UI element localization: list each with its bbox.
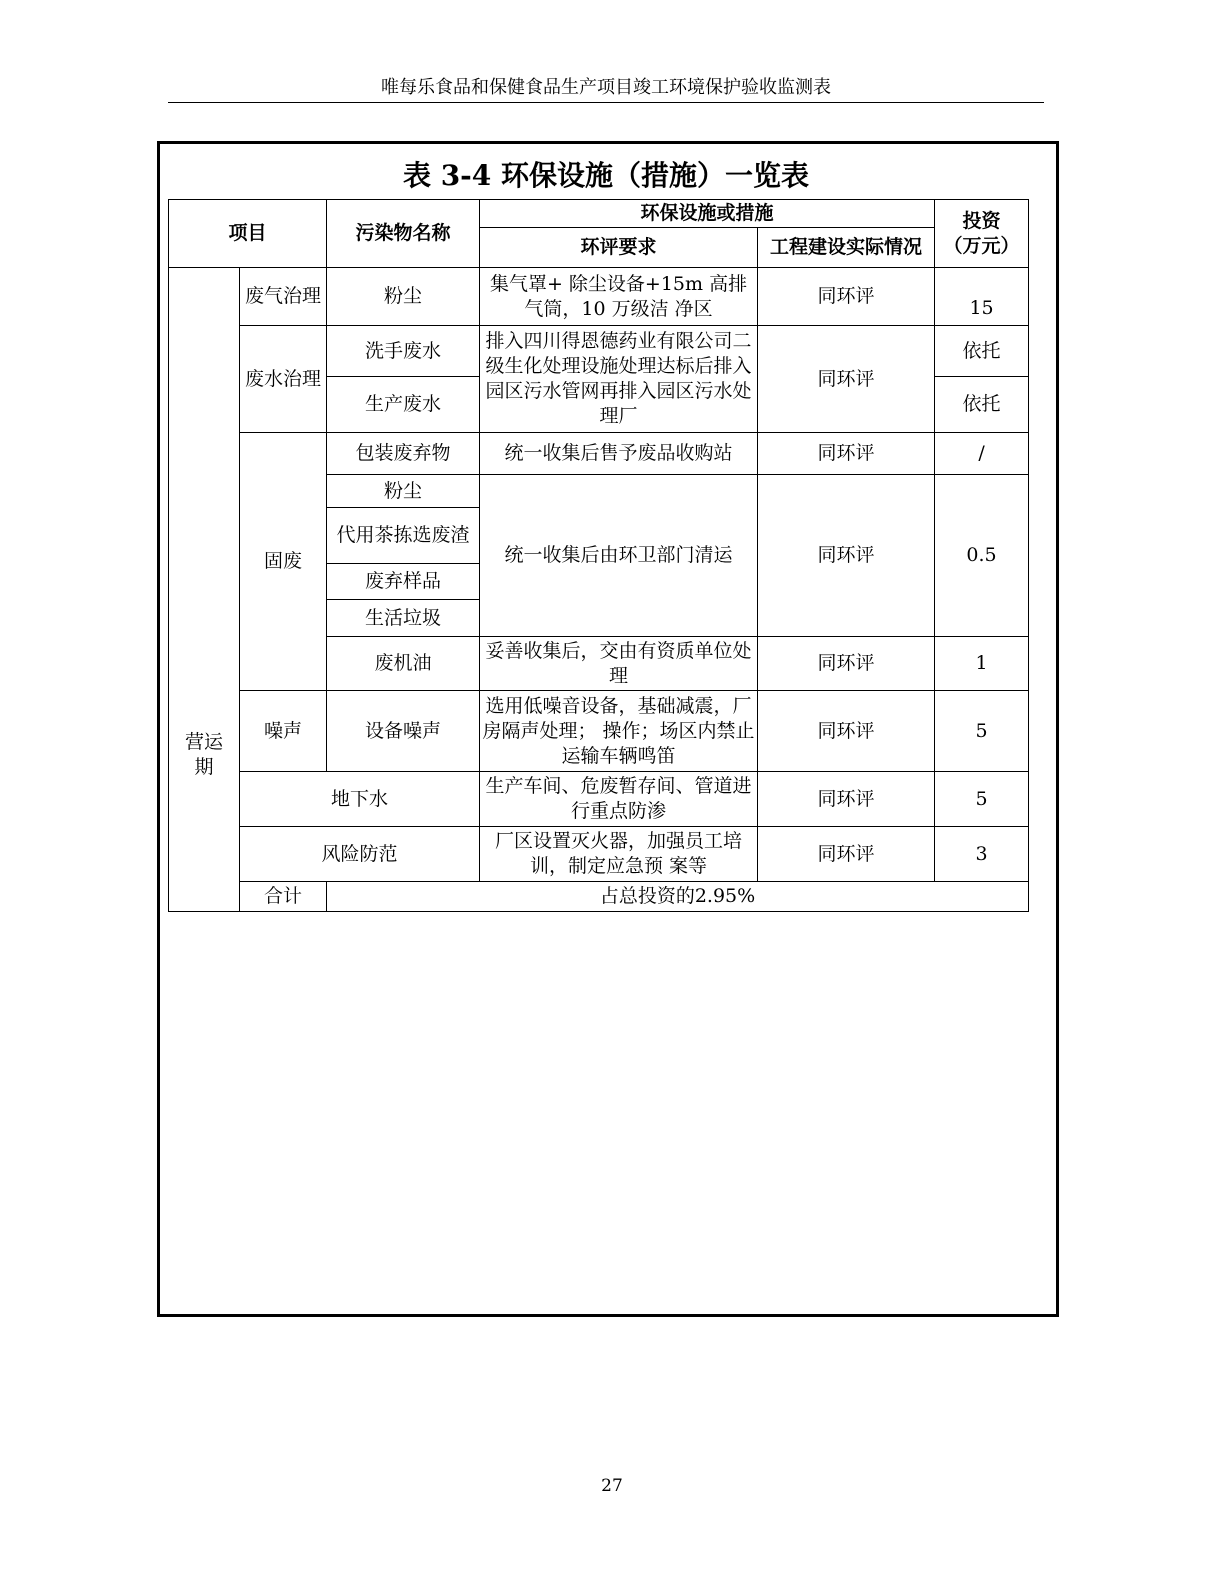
actual-groundwater: 同环评 [758, 772, 935, 827]
category-noise: 噪声 [240, 691, 327, 772]
investment-waste-oil: 1 [935, 637, 1029, 691]
actual-gas: 同环评 [758, 268, 935, 326]
total-share: 占总投资的2.95% [327, 882, 1029, 912]
pollutant-domestic-waste: 生活垃圾 [327, 600, 480, 637]
header-item: 项目 [169, 200, 327, 268]
header-actual-status: 工程建设实际情况 [758, 228, 935, 268]
header-investment-line2: （万元） [943, 234, 1020, 257]
header-eia-requirement: 环评要求 [480, 228, 758, 268]
header-rule [168, 102, 1044, 103]
actual-noise: 同环评 [758, 691, 935, 772]
actual-packaging: 同环评 [758, 433, 935, 475]
actual-solid-group: 同环评 [758, 475, 935, 637]
pollutant-packaging: 包装废弃物 [327, 433, 480, 475]
requirement-noise: 选用低噪音设备，基础减震，厂房隔声处理； 操作；场区内禁止运输车辆鸣笛 [480, 691, 758, 772]
investment-packaging: / [935, 433, 1029, 475]
header-investment [935, 200, 1029, 268]
pollutant-production-water: 生产废水 [327, 377, 480, 433]
table-row [169, 433, 1029, 475]
header-row-1 [169, 200, 1029, 228]
facilities-table [168, 199, 1029, 912]
investment-noise: 5 [935, 691, 1029, 772]
running-header: 唯每乐食品和保健食品生产项目竣工环境保护验收监测表 [381, 77, 831, 98]
actual-water: 同环评 [758, 326, 935, 433]
table-row [169, 326, 1029, 377]
actual-risk: 同环评 [758, 827, 935, 882]
pollutant-waste-samples: 废弃样品 [327, 564, 480, 600]
pollutant-handwash-water: 洗手废水 [327, 326, 480, 377]
requirement-risk: 厂区设置灭火器，加强员工培训，制定应急预 案等 [480, 827, 758, 882]
requirement-gas: 集气罩+ 除尘设备+15m 高排气筒，10 万级洁 净区 [480, 268, 758, 326]
header-investment-line1: 投资 [962, 209, 1001, 232]
table-row [169, 691, 1029, 772]
table-row [169, 827, 1029, 882]
phase-label-1: 营运 [184, 730, 223, 753]
requirement-packaging: 统一收集后售予废品收购站 [480, 433, 758, 475]
pollutant-gas-dust: 粉尘 [327, 268, 480, 326]
requirement-solid-group: 统一收集后由环卫部门清运 [480, 475, 758, 637]
table-title: 表 3-4 环保设施（措施）一览表 [402, 159, 810, 192]
phase-label-2: 期 [194, 755, 214, 778]
total-row [169, 882, 1029, 912]
phase-cell [169, 268, 240, 912]
pollutant-tea-residue: 代用茶拣选废渣 [327, 508, 480, 564]
requirement-waste-oil: 妥善收集后，交由有资质单位处理 [480, 637, 758, 691]
requirement-groundwater: 生产车间、危废暂存间、管道进行重点防渗 [480, 772, 758, 827]
category-groundwater: 地下水 [240, 772, 480, 827]
category-water: 废水治理 [240, 326, 327, 433]
category-solid: 固废 [240, 433, 327, 691]
pollutant-equipment-noise: 设备噪声 [327, 691, 480, 772]
page-number: 27 [601, 1476, 623, 1496]
investment-solid-group: 0.5 [935, 475, 1029, 637]
total-label: 合计 [240, 882, 327, 912]
investment-groundwater: 5 [935, 772, 1029, 827]
header-pollutant: 污染物名称 [327, 200, 480, 268]
table-row [169, 772, 1029, 827]
requirement-water: 排入四川得恩德药业有限公司二级生化处理设施处理达标后排入园区污水管网再排入园区污水处理厂 [480, 326, 758, 433]
table-row [169, 268, 1029, 326]
pollutant-waste-oil: 废机油 [327, 637, 480, 691]
header-measures: 环保设施或措施 [480, 200, 935, 228]
investment-gas: 15 [935, 268, 1029, 326]
category-gas: 废气治理 [240, 268, 327, 326]
investment-water-1: 依托 [935, 326, 1029, 377]
investment-risk: 3 [935, 827, 1029, 882]
investment-water-2: 依托 [935, 377, 1029, 433]
pollutant-solid-dust: 粉尘 [327, 475, 480, 508]
actual-waste-oil: 同环评 [758, 637, 935, 691]
category-risk: 风险防范 [240, 827, 480, 882]
